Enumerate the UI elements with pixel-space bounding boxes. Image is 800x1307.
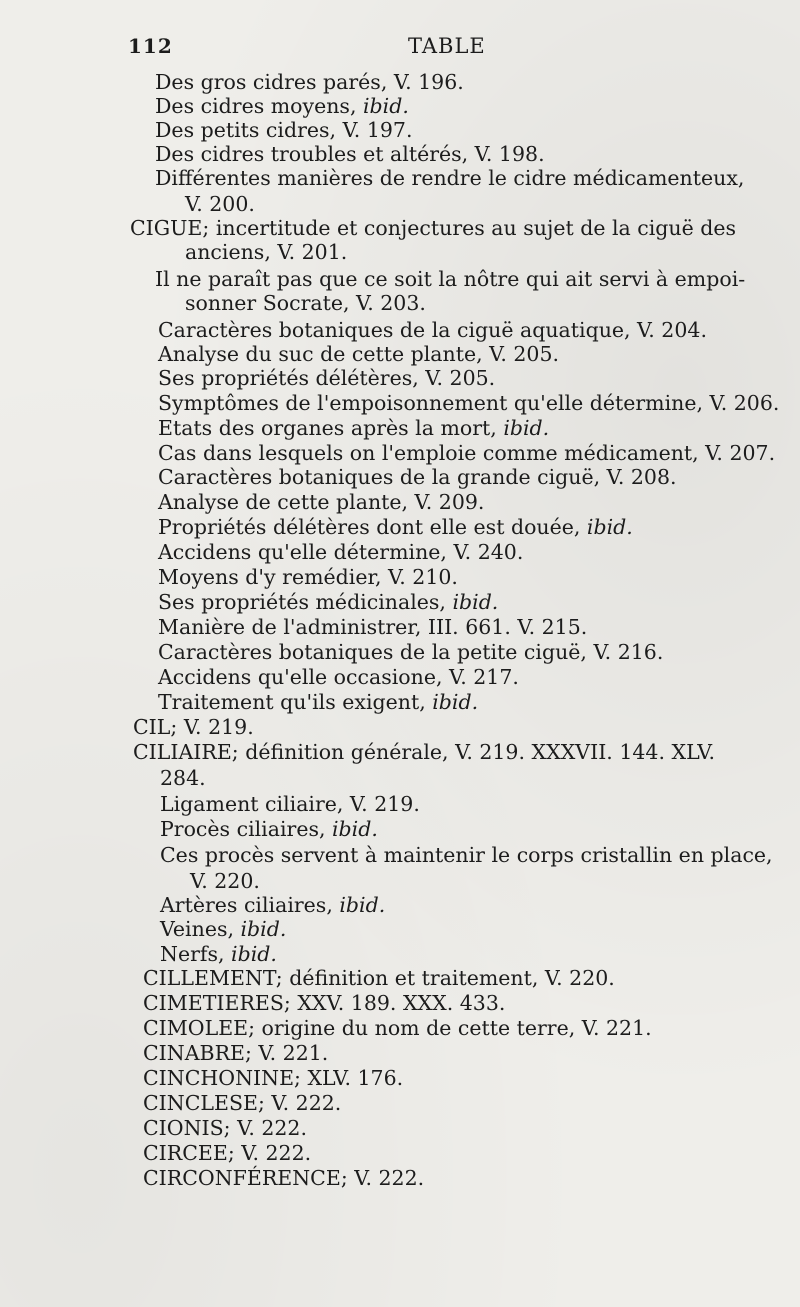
index-line xyxy=(143,1116,307,1140)
index-line-ibid: ibid. xyxy=(231,942,277,966)
index-line xyxy=(155,70,464,94)
index-line-text: Artères ciliaires, xyxy=(160,893,340,917)
index-line xyxy=(130,216,736,240)
index-line-ibid: ibid. xyxy=(362,94,409,118)
index-line-ibid: ibid. xyxy=(332,817,378,841)
index-line xyxy=(158,366,495,390)
index-line-text: Caractères botaniques de la ciguë aquatique, V. 204. xyxy=(158,318,707,342)
index-line xyxy=(158,640,663,664)
index-line xyxy=(158,690,478,714)
index-line xyxy=(158,416,549,440)
index-line-text: CIMOLEE; origine du nom de cette terre, V. 221. xyxy=(143,1016,652,1040)
index-line-text: Manière de l'administrer, III. 661. V. 215. xyxy=(158,615,588,639)
index-line-text: Accidens qu'elle détermine, V. 240. xyxy=(158,540,524,564)
running-title: TABLE xyxy=(408,34,486,58)
index-line-text: CIGUE; incertitude et conjectures au sujet de la ciguë des xyxy=(130,216,737,240)
index-line-text: Etats des organes après la mort, xyxy=(158,416,504,440)
index-line xyxy=(158,665,519,689)
index-line-text: Procès ciliaires, xyxy=(160,817,332,841)
index-line-text: Caractères botaniques de la grande ciguë, V. 208. xyxy=(158,465,677,489)
index-line-text: CIRCONFÉRENCE; V. 222. xyxy=(143,1166,425,1190)
index-line-text: V. 200. xyxy=(185,192,255,216)
index-line xyxy=(160,792,420,816)
index-line-text: sonner Socrate, V. 203. xyxy=(185,291,426,315)
index-line xyxy=(155,166,744,190)
index-line xyxy=(143,966,615,990)
index-line-text: CIRCEE; V. 222. xyxy=(143,1141,312,1165)
index-line xyxy=(158,565,458,589)
index-line xyxy=(160,917,286,941)
index-line xyxy=(160,942,277,966)
index-line xyxy=(143,991,505,1015)
index-line-text: V. 220. xyxy=(190,869,260,893)
index-line-text: Des cidres troubles et altérés, V. 198. xyxy=(155,142,545,166)
index-line-text: Nerfs, xyxy=(160,942,232,966)
index-line-text: Ses propriétés délétères, V. 205. xyxy=(158,366,496,390)
index-line xyxy=(158,318,707,342)
index-line xyxy=(185,291,426,315)
index-line-text: Moyens d'y remédier, V. 210. xyxy=(158,565,458,589)
index-line-text: 284. xyxy=(160,766,206,790)
index-line-ibid: ibid. xyxy=(339,893,386,917)
index-line-ibid: ibid. xyxy=(240,917,287,941)
index-line-text: CIL; V. 219. xyxy=(133,715,254,739)
index-line xyxy=(143,1066,403,1090)
index-line-text: Il ne paraît pas que ce soit la nôtre qui ait servi à empoi- xyxy=(155,267,746,291)
index-line-text: Accidens qu'elle occasione, V. 217. xyxy=(158,665,519,689)
index-line xyxy=(155,94,409,118)
index-line-text: Veines, xyxy=(160,917,241,941)
index-line xyxy=(185,192,255,216)
index-line-text: Des gros cidres parés, V. 196. xyxy=(155,70,464,94)
index-line-text: Cas dans lesquels on l'emploie comme médicament, V. 207. xyxy=(158,441,776,465)
index-line-text: CINABRE; V. 221. xyxy=(143,1041,329,1065)
index-line xyxy=(143,1091,341,1115)
index-line-text: Analyse du suc de cette plante, V. 205. xyxy=(158,342,560,366)
index-line xyxy=(158,490,484,514)
index-line xyxy=(133,740,715,764)
index-line-text: Symptômes de l'empoisonnement qu'elle détermine, V. 206. xyxy=(158,391,780,415)
index-line-text: CINCHONINE; XLV. 176. xyxy=(143,1066,404,1090)
index-line xyxy=(158,590,498,614)
index-line-text: Ses propriétés médicinales, xyxy=(158,590,453,614)
index-line xyxy=(160,843,773,867)
index-line-text: CINCLESE; V. 222. xyxy=(143,1091,342,1115)
index-line-text: Caractères botaniques de la petite ciguë, V. 216. xyxy=(158,640,664,664)
index-line-ibid: ibid. xyxy=(452,590,499,614)
index-line-ibid: ibid. xyxy=(586,515,633,539)
index-line-text: Traitement qu'ils exigent, xyxy=(158,690,433,714)
index-line-text: Propriétés délétères dont elle est douée, xyxy=(158,515,587,539)
index-line xyxy=(158,441,775,465)
index-line xyxy=(190,869,260,893)
index-line xyxy=(155,142,545,166)
index-line-text: CIONIS; V. 222. xyxy=(143,1116,307,1140)
index-line-text: anciens, V. 201. xyxy=(185,240,348,264)
index-line xyxy=(158,465,677,489)
index-line xyxy=(158,540,523,564)
index-line-text: CILIAIRE; définition générale, V. 219. XXXVII. 144. XLV. xyxy=(133,740,715,764)
index-line xyxy=(143,1041,328,1065)
index-line xyxy=(155,267,745,291)
index-line xyxy=(133,715,254,739)
index-line xyxy=(143,1016,652,1040)
index-line xyxy=(158,515,633,539)
index-line-text: Des petits cidres, V. 197. xyxy=(155,118,413,142)
index-line-text: Ligament ciliaire, V. 219. xyxy=(160,792,420,816)
page-number: 112 xyxy=(128,34,173,58)
index-line xyxy=(158,342,559,366)
index-line xyxy=(155,118,412,142)
index-line-text: Différentes manières de rendre le cidre médicamenteux, xyxy=(155,166,745,190)
index-line xyxy=(158,615,587,639)
index-line xyxy=(160,766,206,790)
index-line xyxy=(160,817,378,841)
index-line-text: Analyse de cette plante, V. 209. xyxy=(158,490,485,514)
index-line-ibid: ibid. xyxy=(503,416,550,440)
index-line-ibid: ibid. xyxy=(432,690,479,714)
index-line xyxy=(158,391,779,415)
index-line xyxy=(160,893,385,917)
index-line-text: CILLEMENT; définition et traitement, V. 220. xyxy=(143,966,615,990)
index-line xyxy=(185,240,347,264)
index-line-text: Ces procès servent à maintenir le corps cristallin en place, xyxy=(160,843,773,867)
index-line xyxy=(143,1141,311,1165)
index-line-text: CIMETIERES; XXV. 189. XXX. 433. xyxy=(143,991,506,1015)
page-header xyxy=(0,34,800,60)
index-line xyxy=(143,1166,424,1190)
index-line-text: Des cidres moyens, xyxy=(155,94,363,118)
